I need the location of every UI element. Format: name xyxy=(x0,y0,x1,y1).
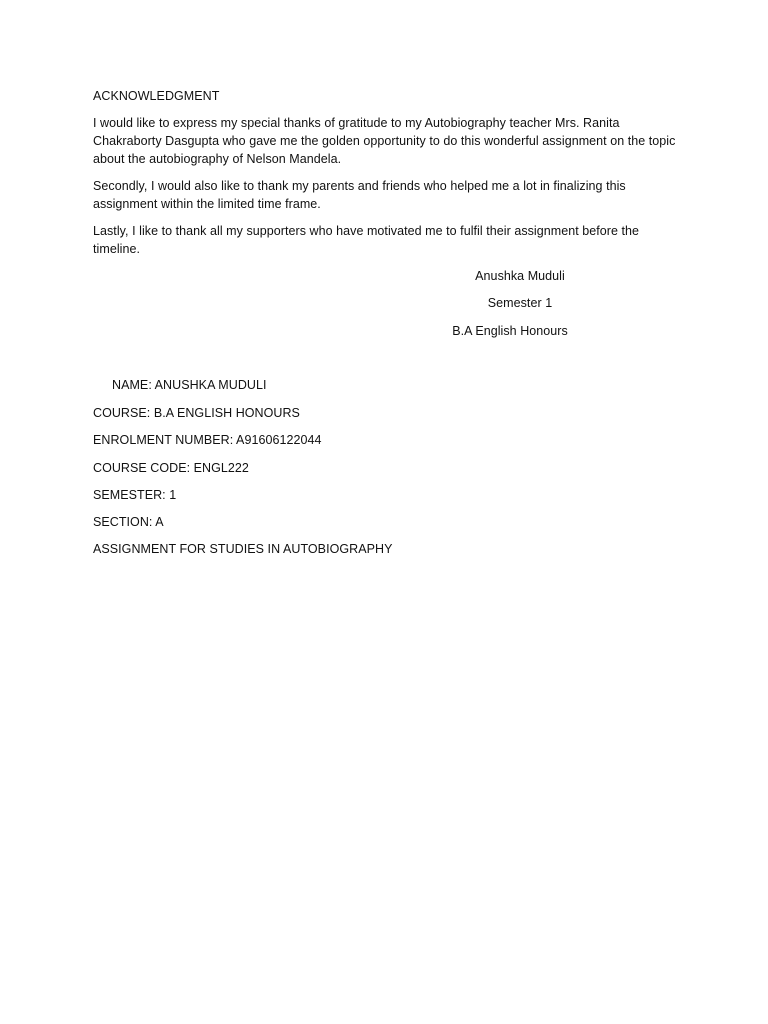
paragraph-thanks-teacher: I would like to express my special thanks of gratitude to my Autobiography teacher Mrs. Ranita Chakraborty Dasgupta who gave me the golden opportunity to do this wonderful assignment on the topic about the autobiography of Nelson Mandela. xyxy=(93,116,676,166)
signature-program: B.A English Honours xyxy=(452,324,568,338)
detail-course: COURSE: B.A ENGLISH HONOURS xyxy=(93,406,300,420)
paragraph-thanks-parents: Secondly, I would also like to thank my parents and friends who helped me a lot in finalizing this assignment within the limited time frame. xyxy=(93,179,626,211)
detail-section: SECTION: A xyxy=(93,515,164,529)
detail-course-code: COURSE CODE: ENGL222 xyxy=(93,461,249,475)
signature-name: Anushka Muduli xyxy=(475,269,565,283)
detail-name: NAME: ANUSHKA MUDULI xyxy=(112,378,267,392)
paragraph-thanks-supporters: Lastly, I like to thank all my supporters who have motivated me to fulfil their assignment before the timeline. xyxy=(93,224,640,256)
signature-semester: Semester 1 xyxy=(487,296,553,310)
heading-acknowledgment: ACKNOWLEDGMENT xyxy=(93,89,220,103)
detail-assignment-title: ASSIGNMENT FOR STUDIES IN AUTOBIOGRAPHY xyxy=(93,542,393,556)
detail-semester: SEMESTER: 1 xyxy=(93,488,177,502)
detail-enrolment-number: ENROLMENT NUMBER: A91606122044 xyxy=(93,433,322,447)
